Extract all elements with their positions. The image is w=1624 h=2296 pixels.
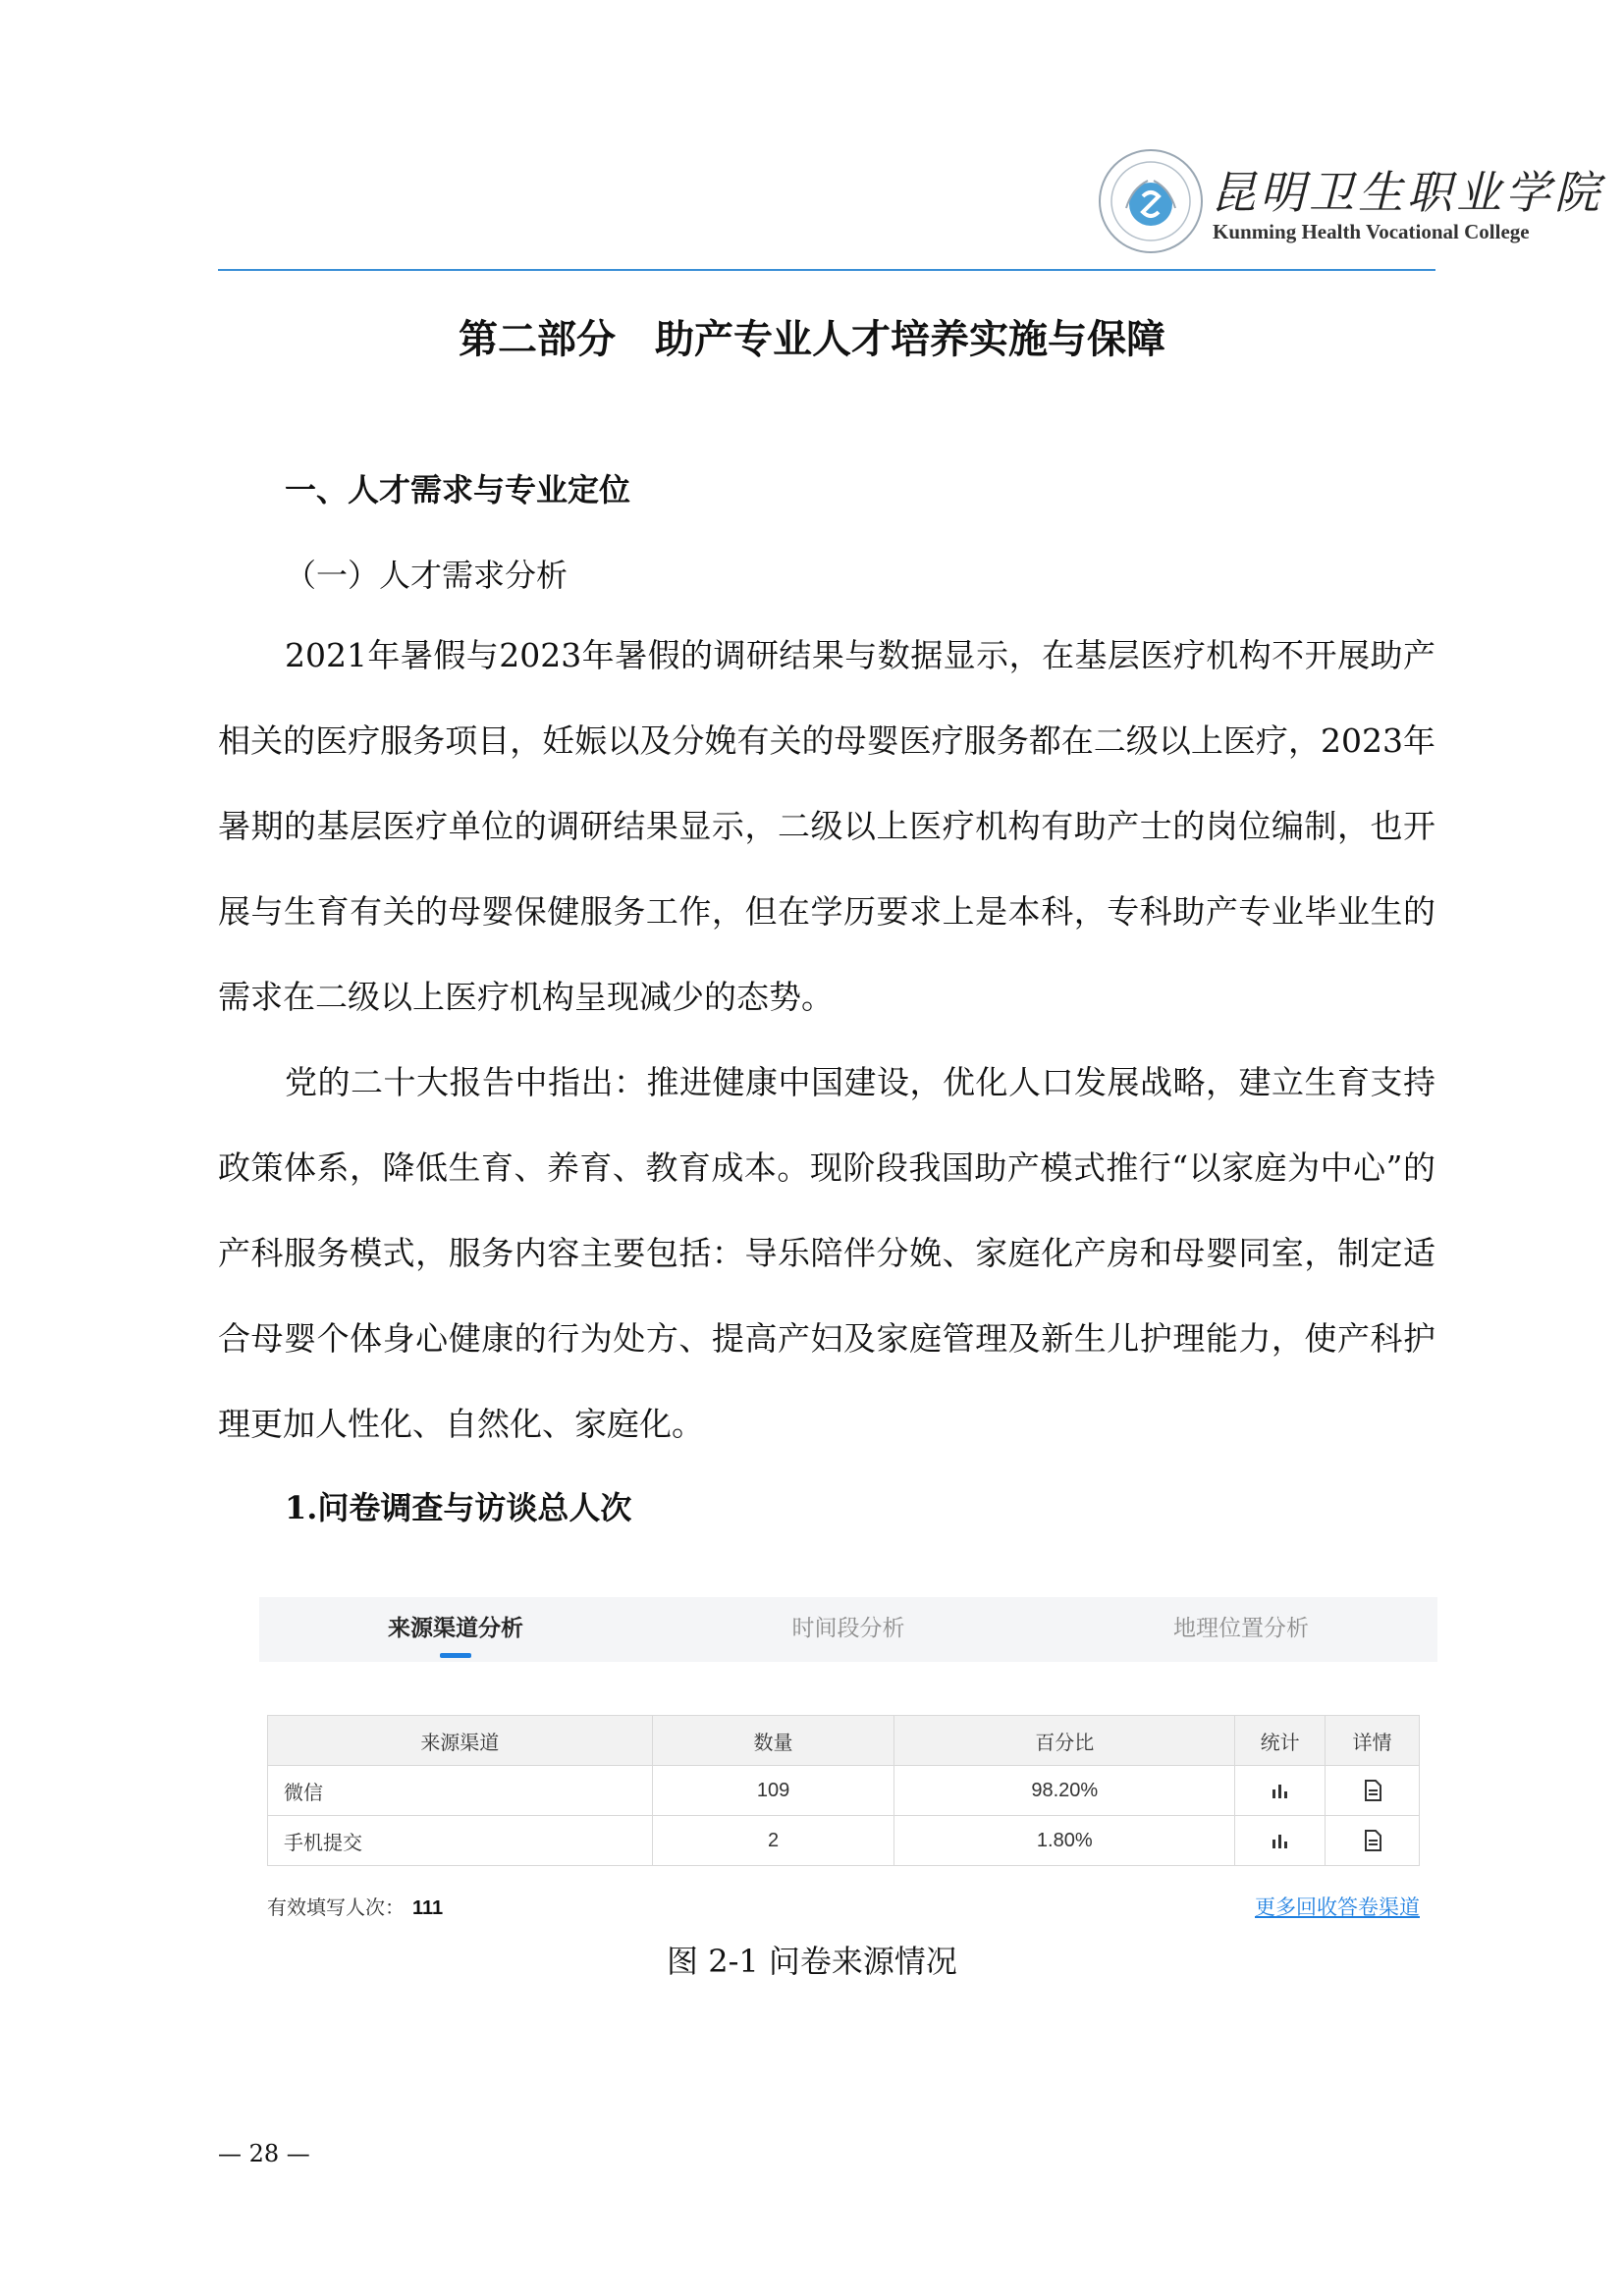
college-seal-logo: [1097, 147, 1205, 255]
tab-geo-location[interactable]: 地理位置分析: [1173, 1615, 1309, 1640]
source-table: [267, 1715, 1420, 1866]
valid-fill-label: 有效填写人次：: [267, 1897, 405, 1919]
tab-time-period[interactable]: 时间段分析: [791, 1615, 905, 1640]
column-header: 详情: [1326, 1716, 1420, 1766]
channel-cell: 手机提交: [268, 1816, 653, 1866]
valid-fill-value: 111: [412, 1897, 444, 1919]
page-title: 第二部分 助产专业人才培养实施与保障: [459, 316, 1165, 362]
document-icon[interactable]: [1363, 1830, 1382, 1851]
valid-fill-count: [267, 1892, 443, 1920]
column-header: 统计: [1235, 1716, 1326, 1766]
document-icon[interactable]: [1363, 1780, 1382, 1801]
paragraph-2: 党的二十大报告中指出：推进健康中国建设，优化人口发展战略，建立生育支持政策体系，降低生育、养育、教育成本。现阶段我国助产模式推行“以家庭为中心”的产科服务模式，服务内容主要包括：导乐陪伴分娩、家庭化产房和母婴同室，制定适合母婴个体身心健康的行为处方、提高产妇及家庭管理及新生儿护理能力，使产科护理更加人性化、自然化、家庭化。: [218, 1063, 1435, 1443]
count-cell: 109: [652, 1766, 894, 1816]
table-row: [268, 1766, 1420, 1816]
item-heading: 1.问卷调查与访谈总人次: [285, 1489, 632, 1526]
percent-cell: 98.20%: [894, 1766, 1235, 1816]
channel-cell: 微信: [268, 1766, 653, 1816]
bar-chart-icon[interactable]: [1271, 1832, 1290, 1849]
stats-cell: [1235, 1816, 1326, 1866]
paragraph-1: 2021年暑假与2023年暑假的调研结果与数据显示，在基层医疗机构不开展助产相关的医疗服务项目，妊娠以及分娩有关的母婴医疗服务都在二级以上医疗，2023年暑期的基层医疗单位的调研结果显示，二级以上医疗机构有助产士的岗位编制，也开展与生育有关的母婴保健服务工作，但在学历要求上是本科，专科助产专业毕业生的需求在二级以上医疗机构呈现减少的态势。: [218, 636, 1435, 1016]
header-rule: [218, 269, 1435, 271]
more-channels-link[interactable]: 更多回收答卷渠道: [1255, 1896, 1420, 1919]
column-header: 百分比: [894, 1716, 1235, 1766]
table-row: [268, 1816, 1420, 1866]
detail-cell: [1326, 1816, 1420, 1866]
table-header-row: [268, 1716, 1420, 1766]
column-header: 数量: [652, 1716, 894, 1766]
figure-caption: 图 2-1 问卷来源情况: [667, 1943, 957, 1980]
college-name-en: Kunming Health Vocational College: [1213, 220, 1530, 243]
college-name-cn: 昆明卫生职业学院: [1211, 166, 1603, 219]
page-number: — 28 —: [218, 2140, 310, 2167]
percent-cell: 1.80%: [894, 1816, 1235, 1866]
section-heading: 一、人才需求与专业定位: [285, 471, 631, 508]
bar-chart-icon[interactable]: [1271, 1782, 1290, 1799]
column-header: 来源渠道: [268, 1716, 653, 1766]
count-cell: 2: [652, 1816, 894, 1866]
analysis-tabs: [259, 1597, 1437, 1662]
stats-cell: [1235, 1766, 1326, 1816]
sub-heading: （一）人才需求分析: [285, 557, 568, 594]
detail-cell: [1326, 1766, 1420, 1816]
tab-source-channel[interactable]: 来源渠道分析: [259, 1597, 652, 1662]
survey-source-widget: [259, 1597, 1437, 1936]
